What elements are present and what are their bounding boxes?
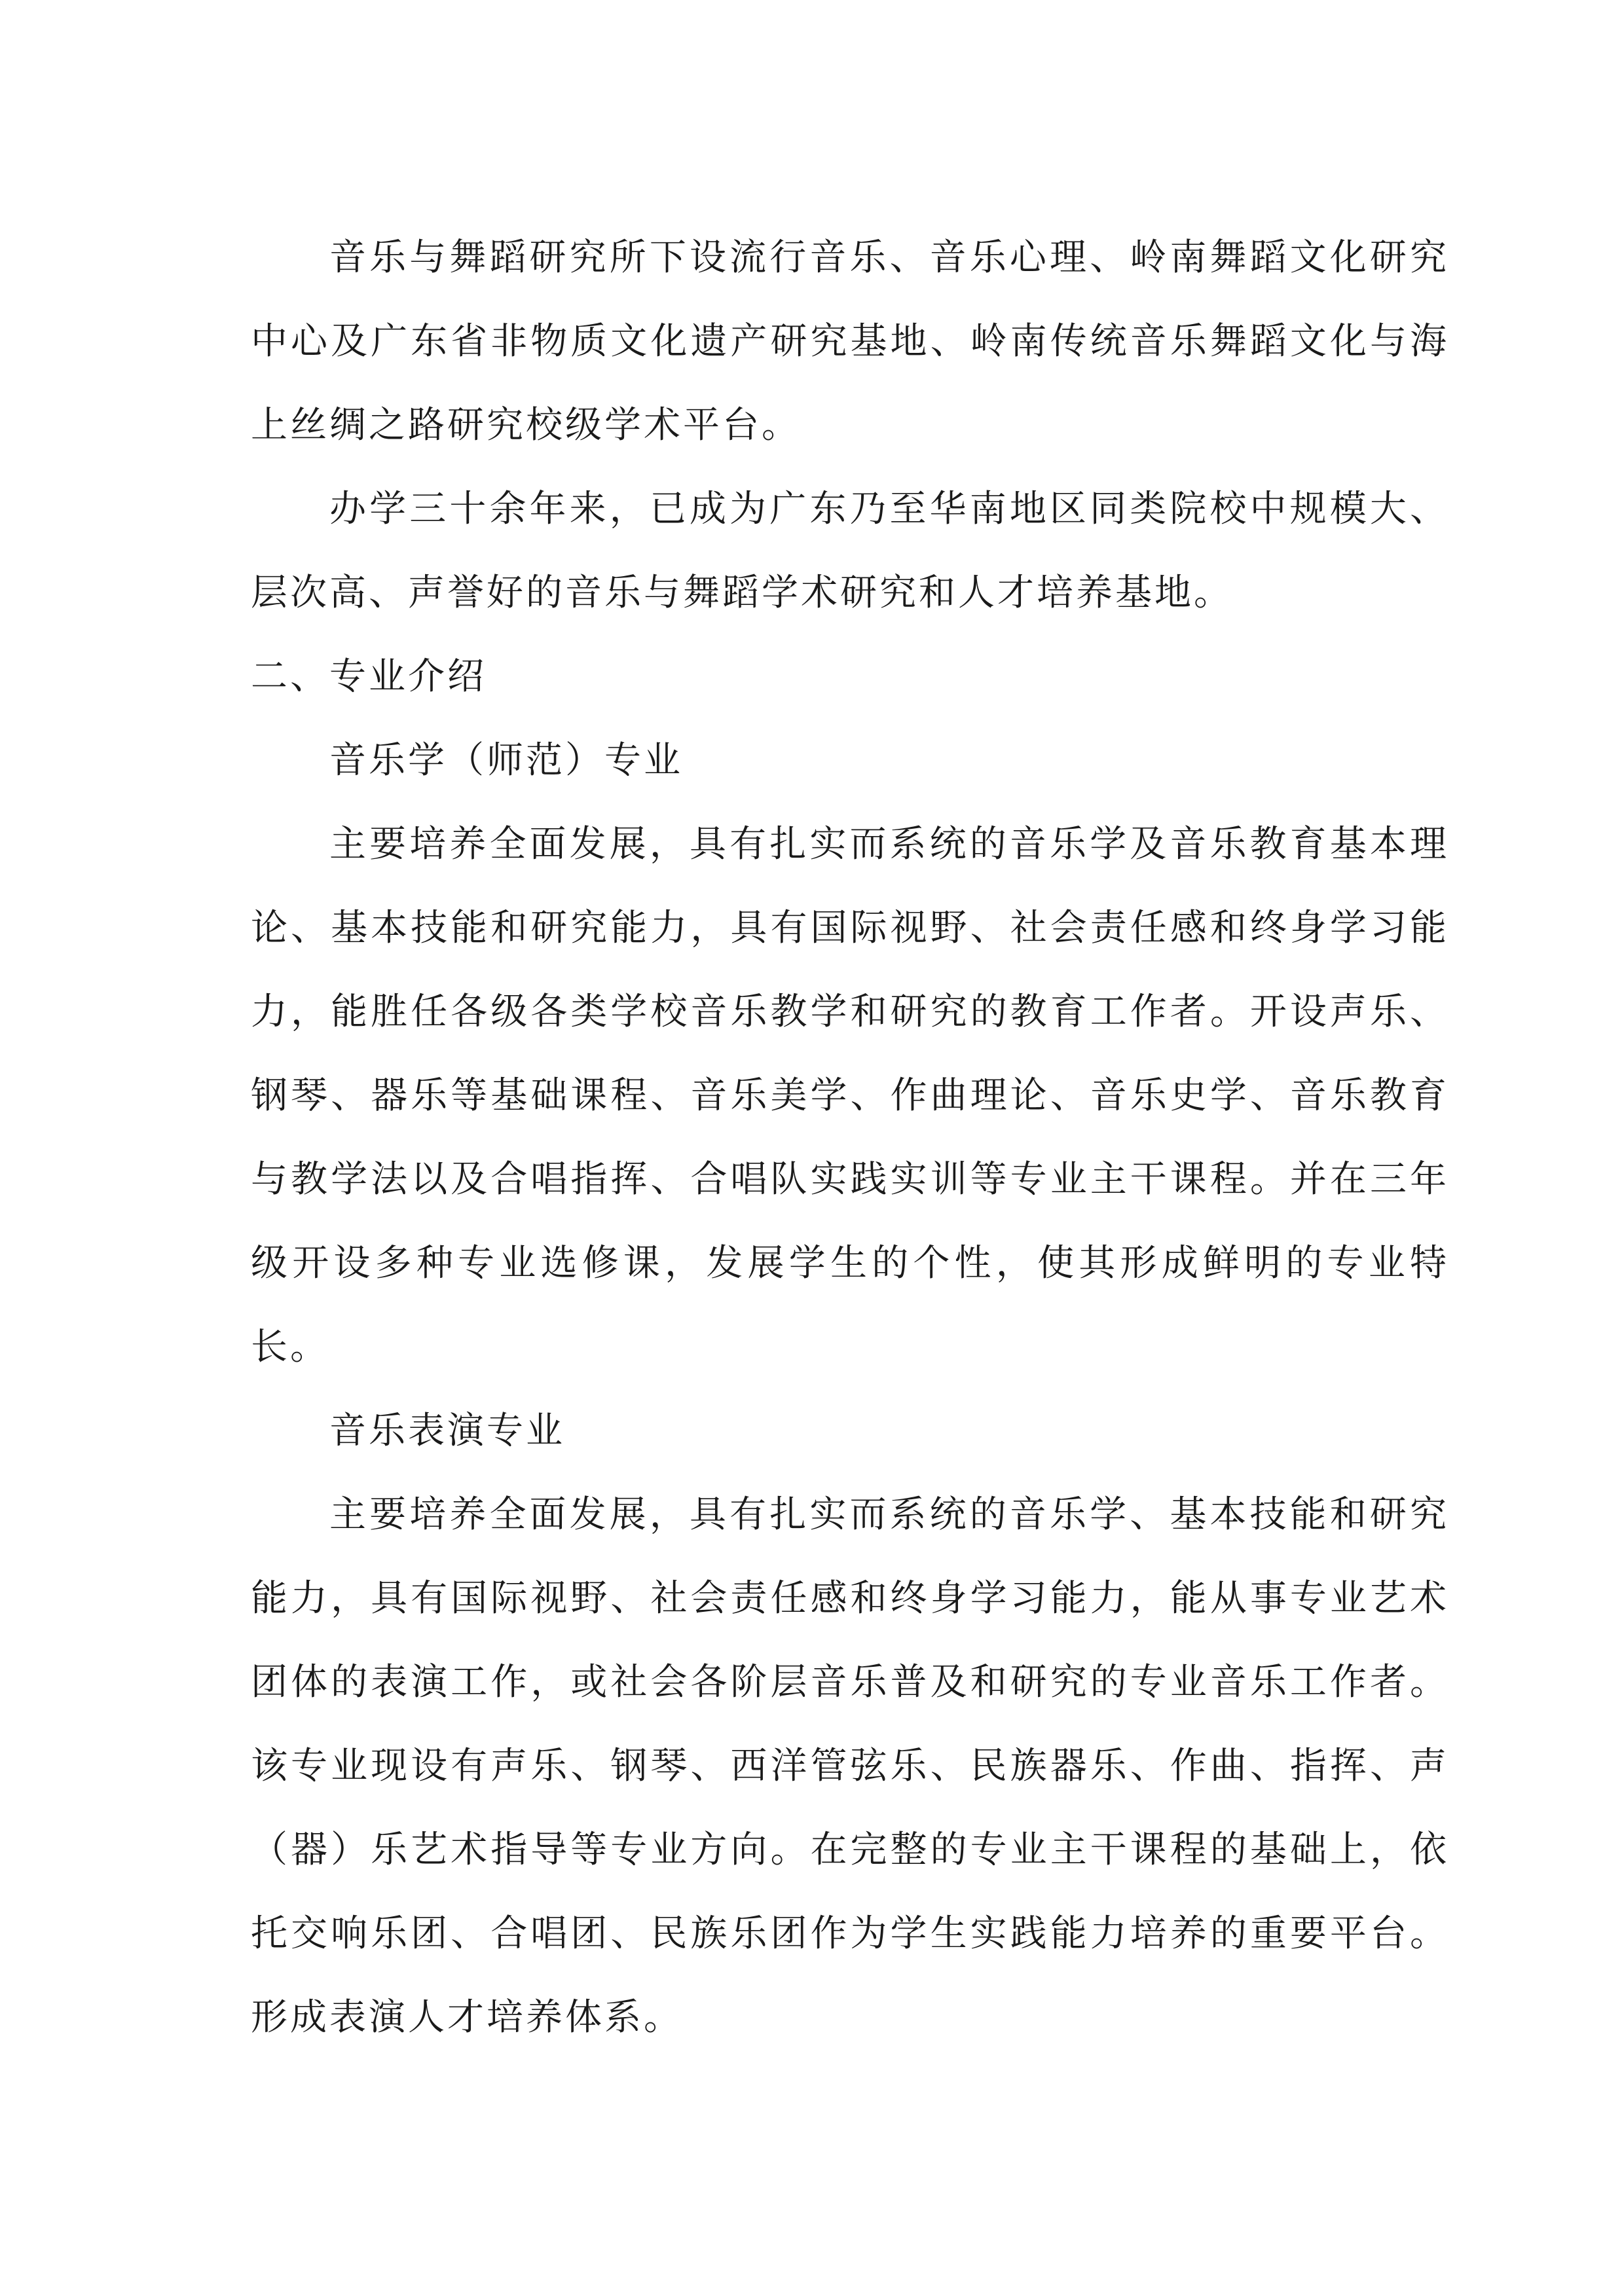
paragraph-school-history: 办学三十余年来，已成为广东乃至华南地区同类院校中规模大、层次高、声誉好的音乐与舞蹈学术研究和人才培养基地。 <box>251 488 1449 614</box>
document-body <box>251 216 1449 2060</box>
paragraph-research-institute: 音乐与舞蹈研究所下设流行音乐、音乐心理、岭南舞蹈文化研究中心及广东省非物质文化遗产研究基地、岭南传统音乐舞蹈文化与海上丝绸之路研究校级学术平台。 <box>251 236 1449 446</box>
section-heading-majors: 二、专业介绍 <box>251 655 487 698</box>
subheading-musicology-teacher: 音乐学（师范）专业 <box>329 739 683 782</box>
subheading-music-performance: 音乐表演专业 <box>329 1410 565 1452</box>
paragraph-musicology-teacher: 主要培养全面发展，具有扎实而系统的音乐学及音乐教育基本理论、基本技能和研究能力，具有国际视野、社会责任感和终身学习能力，能胜任各级各类学校音乐教学和研究的教育工作者。开设声乐、钢琴、器乐等基础课程、音乐美学、作曲理论、音乐史学、音乐教育与教学法以及合唱指挥、合唱队实践实训等专业主干课程。并在三年级开设多种专业选修课，发展学生的个性，使其形成鲜明的专业特长。 <box>251 823 1449 1368</box>
paragraph-music-performance: 主要培养全面发展，具有扎实而系统的音乐学、基本技能和研究能力，具有国际视野、社会责任感和终身学习能力，能从事专业艺术团体的表演工作，或社会各阶层音乐普及和研究的专业音乐工作者。该专业现设有声乐、钢琴、西洋管弦乐、民族器乐、作曲、指挥、声（器）乐艺术指导等专业方向。在完整的专业主干课程的基础上，依托交响乐团、合唱团、民族乐团作为学生实践能力培养的重要平台。形成表演人才培养体系。 <box>251 1493 1449 2039</box>
